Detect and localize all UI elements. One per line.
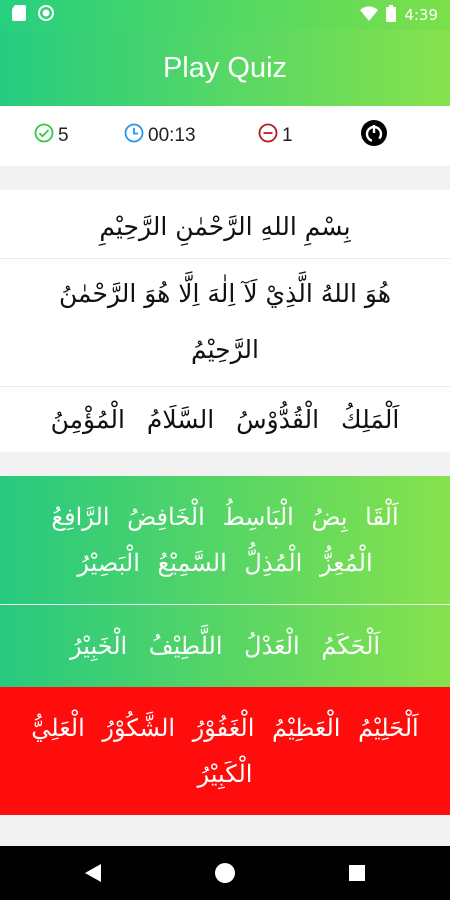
question-card: [0, 190, 450, 452]
stats-row: [0, 106, 450, 166]
navigation-bar: [0, 846, 450, 900]
answer-option-text: اَلْحَكَمُ الْعَدْلُ اللَّطِيْفُ الْخَبِيْرُ: [69, 632, 381, 660]
battery-icon: [386, 5, 396, 26]
power-icon: [360, 119, 388, 153]
answer-option-2[interactable]: [0, 605, 450, 687]
home-circle-icon: [214, 862, 236, 884]
app-bar: [0, 30, 450, 106]
home-button[interactable]: [210, 858, 240, 888]
question-line-3: اَلْمَلِكُ الْقُدُّوْسُ السَّلَامُ الْمُؤْمِنُ: [50, 405, 400, 434]
clock-icon: [124, 123, 144, 149]
minus-circle-icon: [258, 123, 278, 149]
page-title: Play Quiz: [162, 51, 288, 84]
circle-notification-icon: [38, 5, 54, 25]
question-line-1: بِسْمِ اللهِ الرَّحْمٰنِ الرَّحِيْمِ: [99, 212, 351, 241]
timer: [124, 123, 196, 149]
power-button[interactable]: [360, 119, 388, 153]
correct-count: [34, 123, 69, 149]
divider: [0, 258, 450, 259]
timer-value: 00:13: [148, 125, 196, 146]
back-triangle-icon: [84, 863, 102, 883]
back-button[interactable]: [78, 858, 108, 888]
wrong-count: [258, 123, 293, 149]
status-bar: [0, 0, 450, 30]
answer-option-3[interactable]: [0, 687, 450, 815]
recents-square-icon: [348, 864, 366, 882]
question-line-2: هُوَ اللهُ الَّذِيْ لَآ اِلٰهَ اِلَّا هُوَ الرَّحْمٰنُ الرَّحِيْمُ: [58, 279, 392, 364]
wifi-icon: [360, 6, 378, 25]
check-circle-icon: [34, 123, 54, 149]
answer-option-text: اَلْقَا بِضُ الْبَاسِطُ الْخَافِضُ الرَّافِعُ الْمُعِزُّ الْمُذِلُّ السَّمِيْعُ الْبَصِيْرُ: [51, 503, 399, 577]
correct-value: 5: [58, 125, 69, 146]
status-time: 4:39: [404, 6, 438, 24]
recents-button[interactable]: [342, 858, 372, 888]
answer-option-1[interactable]: [0, 476, 450, 604]
wrong-value: 1: [282, 125, 293, 146]
sd-card-icon: [12, 5, 26, 25]
divider: [0, 386, 450, 387]
answer-option-text: اَلْحَلِيْمُ الْعَظِيْمُ الْغَفُوْرُ الشَّكُوْرُ الْعَلِيُّ الْكَبِيْرُ: [31, 714, 419, 788]
